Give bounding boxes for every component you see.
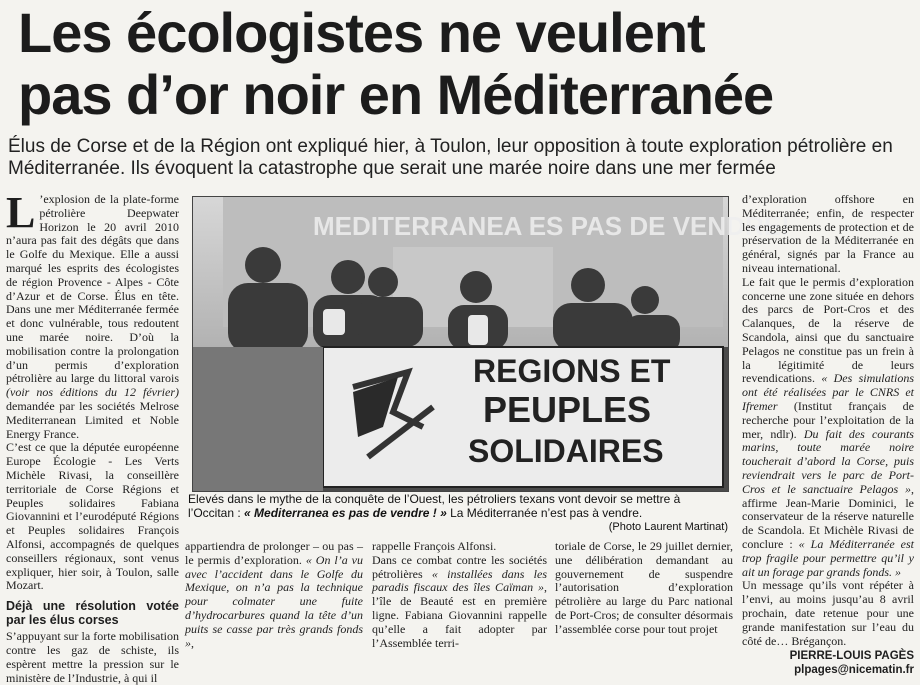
column-1 [6, 188, 179, 685]
column-5 [742, 193, 914, 678]
text-italic: « La Méditerranée est trop fragile pour permettre qu’il y ait un forage par grands fonds. » [742, 536, 914, 579]
paragraph: Un message qu’ils vont répéter à l’envi, au moins jusqu’au 8 avril prochain, date retenue pour une grande manifestation sur l’eau du côté de… Brégançon. [742, 578, 914, 648]
caption-quote: « Mediterranea es pas de vendre ! » [244, 506, 447, 520]
text: demandée par les sociétés Melrose Mediterranean Limited et Noble Energy France. [6, 398, 179, 441]
subhead: Déjà une résolution votée par les élus corses [6, 599, 179, 628]
deck: Élus de Corse et de la Région ont expliqué hier, à Toulon, leur opposition à toute exploration pétrolière en Méditerranée. Ils évoquent la catastrophe que serait une marée noire dans une mer fermée [8, 136, 893, 179]
text: , affirme Jean-Marie Dominici, le conservateur de la réserve naturelle de Scandola. Et Michèle Rivasi de conclure : [742, 481, 914, 551]
paragraph: C’est ce que la députée européenne Europe Écologie - Les Verts Michèle Rivasi, la conseillère territoriale de Corse Régions et Peuples solidaires Fabiana Giovannini et l’eurodéputé Régions et Peuples solidaires François Alfonsi, accompagnés de quelques conseillers régionaux, sont venus expliquer, hier soir, à Toulon, salle Mozart. [6, 440, 179, 593]
caption-text: La Méditerranée n’est pas à vendre. [446, 506, 643, 520]
paragraph: toriale de Corse, le 29 juillet dernier, une délibération demandant au gouvernement de suspendre l’autorisation d’exploration pétrolière au large du Parc national de Port-Cros; de consulter désormais l’assemblée corse pour tout projet [555, 539, 733, 636]
column-3 [372, 540, 547, 650]
banner-line-1: REGIONS ET [473, 353, 671, 389]
byline: PIERRE-LOUIS PAGÈS [789, 650, 914, 663]
photo-caption [188, 492, 728, 534]
photo-illustration [193, 197, 790, 491]
photo [192, 196, 790, 492]
paragraph: rappelle François Alfonsi. [372, 539, 497, 553]
column-2 [185, 540, 363, 650]
paragraph [372, 554, 547, 651]
banner-line-2: PEUPLES [483, 389, 652, 430]
text: Le fait que le permis d’exploration concerne une zone située en dehors des parcs de Port-Cros et des Calanques, de la réserve de Scandola, ainsi que du sanctuaire Pelagos ne constitue pas un frein à la légitimité de leurs revendications. [742, 274, 914, 386]
text: , l’île de Beauté est en première ligne. Fabiana Giovannini rappelle qu’elle a fait adopter par l’Assemblée terri- [372, 580, 547, 650]
text-italic: « On l’a vu avec l’accident dans le Golfe du Mexique, on n’a pas la technique pour colmater une fuite d’hydrocarbures quand la tête d’un puits se casse par très grands fonds » [185, 552, 364, 650]
paragraph [742, 276, 914, 580]
text-italic: Du fait des courants marins, toute marée noire toucherait d’abord la Corse, puis reviendrait vers le parc de Port-Cros et le sanctuaire Pelagos » [742, 426, 914, 496]
text: (Institut français de recherche pour l’exploitation de la mer, ndlr). [742, 398, 914, 441]
backdrop-text: MEDITERRANEA ES PAS DE VENDRE! [313, 211, 790, 241]
text-italic: « installées dans les paradis fiscaux des îles Caïman » [372, 566, 547, 595]
text: Dans ce combat contre les sociétés pétrolières [372, 552, 547, 581]
headline [18, 2, 908, 126]
text: , [191, 635, 194, 650]
column-4 [555, 540, 733, 637]
headline-line2: pas d’or noir en Méditerranée [18, 63, 774, 126]
paragraph: S’appuyant sur la forte mobilisation contre les gaz de schiste, ils espèrent mettre la pression sur le ministère de l’Industrie, à qui il [6, 629, 179, 685]
paragraph [6, 188, 179, 441]
text: appartiendra de prolonger – ou pas – le permis d’exploration. [185, 539, 363, 567]
banner-line-3: SOLIDAIRES [468, 433, 664, 469]
paragraph [185, 540, 363, 650]
paragraph: d’exploration offshore en Méditerranée; enfin, de respecter les engagements de protection et de préservation de la Méditerranée en général, signés par la France au niveau international. [742, 192, 914, 275]
caption-text: Elevés dans le mythe de la conquête de l’Ouest, les pétroliers texans vont devoir se mettre à l’Occitan : [188, 492, 681, 520]
headline-line1: Les écologistes ne veulent [18, 1, 705, 64]
text-italic: (voir nos éditions du 12 février) [6, 385, 179, 400]
text-italic: « Des simulations ont été réalisées par le CNRS et Ifremer [742, 371, 914, 413]
dropcap: L [6, 188, 36, 237]
text: ’explosion de la plate-forme pétrolière Deepwater Horizon le 20 avril 2010 n’aura pas fait des dégâts que dans le Golfe du Mexique. Elle a aussi marqué les esprits des écologistes de région Provence - Alpes - Côte d’Azur et de Corse. Élus en tête. Dans une mer Méditerranée fermée et donc vulnérable, tous redoutent une marée noire. D’où la mobilisation contre la prolongation d’un permis d’exploration pétrolière au large du littoral varois [6, 192, 179, 386]
author-email[interactable]: plpages@nicematin.fr [794, 664, 914, 677]
photo-credit: (Photo Laurent Martinat) [608, 521, 728, 533]
